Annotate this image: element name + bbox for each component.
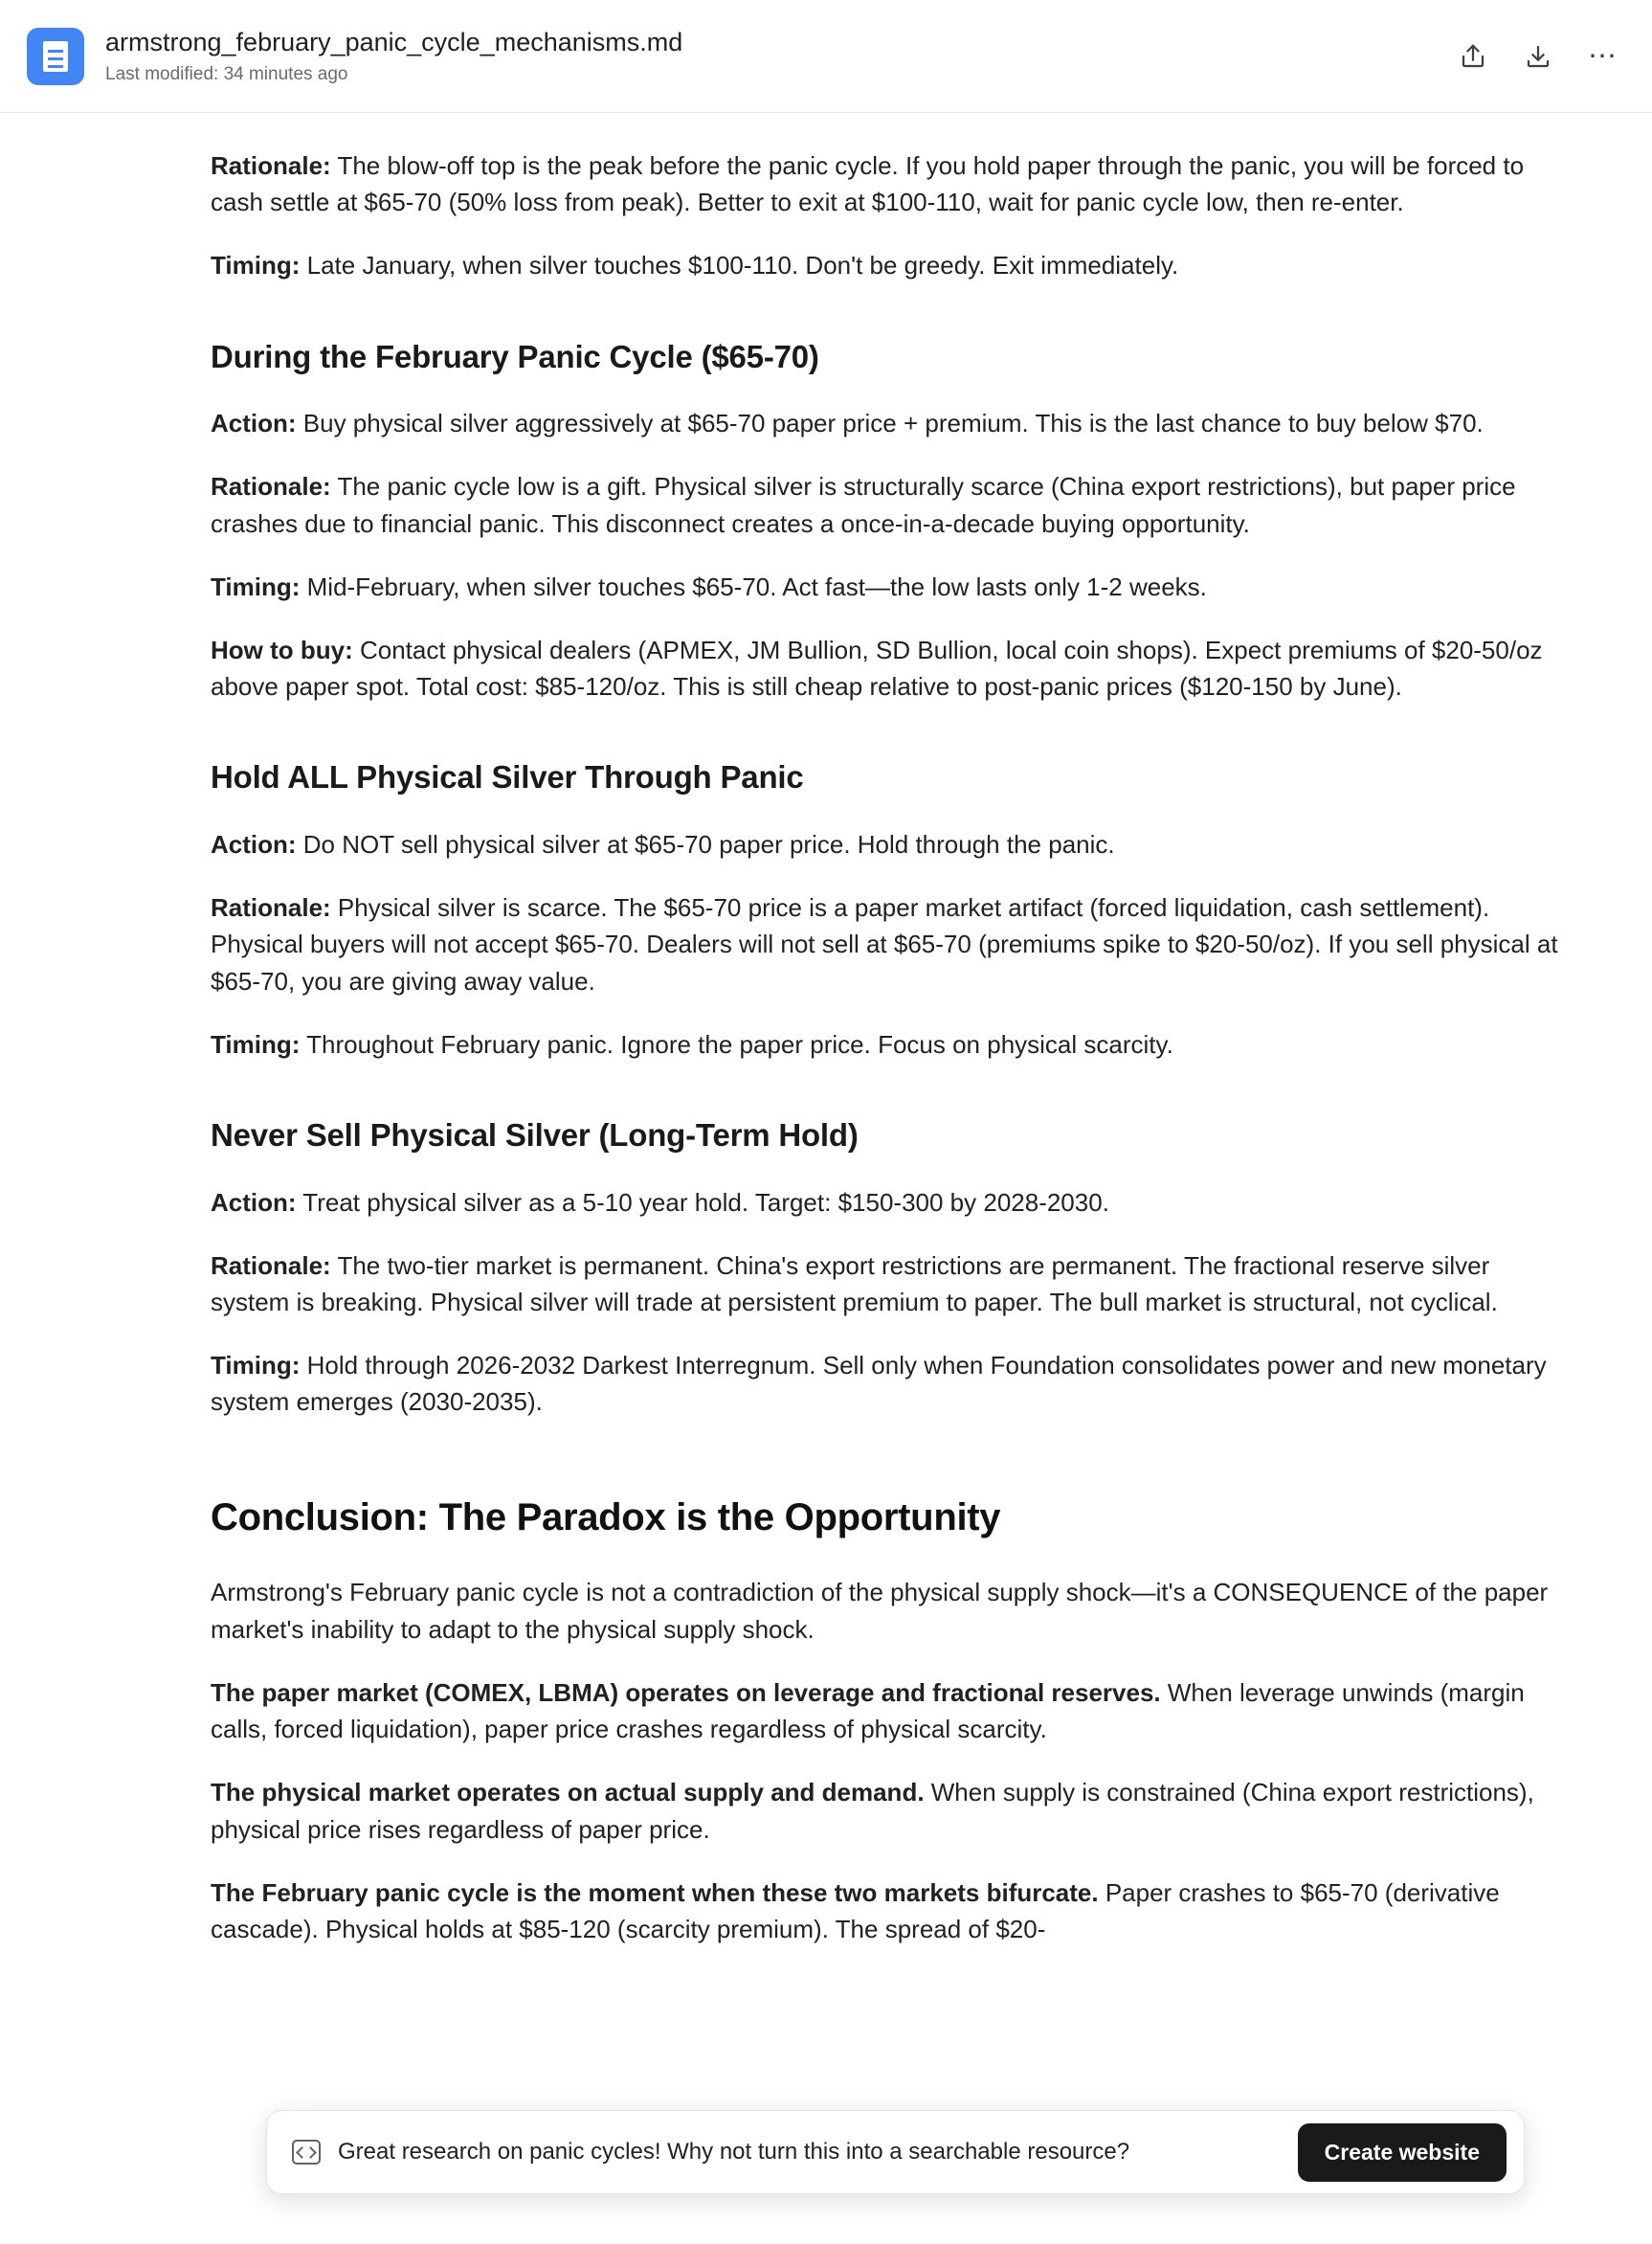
section-heading: Conclusion: The Paradox is the Opportunity (211, 1495, 1001, 1538)
file-title-group (105, 27, 1438, 84)
header-actions (1457, 40, 1619, 73)
paragraph-text: Do NOT sell physical silver at $65-70 paper price. Hold through the panic. (296, 829, 1115, 859)
paragraph (211, 632, 1560, 705)
document-icon (27, 28, 84, 85)
paragraph (211, 1026, 1560, 1063)
paragraph (211, 1247, 1560, 1320)
subsection-heading: Hold ALL Physical Silver Through Panic (211, 759, 804, 796)
create-website-toast (266, 2110, 1525, 2194)
paragraph (211, 468, 1560, 541)
paragraph (211, 1574, 1560, 1647)
paragraph (211, 1184, 1560, 1221)
toast-message: Great research on panic cycles! Why not turn this into a searchable resource? (338, 2139, 1130, 2165)
paragraph-lead: Action: (211, 409, 297, 438)
subsection-heading: During the February Panic Cycle ($65-70) (211, 338, 819, 374)
paragraph (211, 1347, 1560, 1420)
paragraph-lead: The physical market operates on actual supply and demand. (211, 1778, 925, 1807)
paragraph-text: The two-tier market is permanent. China's export restrictions are permanent. The fractional reserve silver system is breaking. Physical silver will trade at persistent premium to paper. The bull market is structural, not cyclical. (211, 1250, 1498, 1316)
paragraph-text: When supply is constrained (China export restrictions), physical price rises regardless of paper price. (211, 1778, 1534, 1844)
paragraph (211, 889, 1560, 999)
paragraph (211, 1674, 1560, 1747)
paragraph-lead: Rationale: (211, 151, 331, 180)
paragraph-text: When leverage unwinds (margin calls, forced liquidation), paper price crashes regardless of physical scarcity. (211, 1677, 1525, 1744)
paragraph-lead: Timing: (211, 251, 301, 280)
paragraph-lead: The February panic cycle is the moment when these two markets bifurcate. (211, 1877, 1099, 1907)
paragraph-text: Mid-February, when silver touches $65-70. Act fast—the low lasts only 1-2 weeks. (300, 572, 1207, 601)
subsection-heading: Never Sell Physical Silver (Long-Term Hold) (211, 1117, 859, 1154)
paragraph-lead: Timing: (211, 1351, 301, 1380)
paragraph-text: Late January, when silver touches $100-110. Don't be greedy. Exit immediately. (300, 251, 1179, 280)
paragraph (211, 1874, 1560, 1947)
paragraph-text: Buy physical silver aggressively at $65-70 paper price + premium. This is the last chance to buy below $70. (296, 409, 1484, 438)
paragraph (211, 1774, 1560, 1847)
paragraph-lead: How to buy: (211, 636, 353, 665)
paragraph-lead: Rationale: (211, 893, 331, 923)
paragraph-text: Throughout February panic. Ignore the paper price. Focus on physical scarcity. (300, 1029, 1173, 1059)
more-options-icon[interactable]: ⋯ (1588, 39, 1619, 72)
paragraph-text: The panic cycle low is a gift. Physical silver is structurally scarce (China export restrictions), but paper price crashes due to financial panic. This disconnect creates a once-in-a-decade buying opportunity. (211, 472, 1516, 538)
paragraph-lead: Action: (211, 829, 297, 859)
paragraph-text: Treat physical silver as a 5-10 year hold. Target: $150-300 by 2028-2030. (296, 1187, 1109, 1217)
paragraph-lead: Action: (211, 1187, 297, 1217)
paragraph-text: Armstrong's February panic cycle is not a contradiction of the physical supply shock—it's a CONSEQUENCE of the paper market's inability to adapt to the physical supply shock. (211, 1578, 1549, 1644)
download-icon[interactable] (1522, 40, 1554, 73)
paragraph-lead: Timing: (211, 1029, 301, 1059)
paragraph (211, 405, 1560, 441)
create-website-button[interactable]: Create website (1298, 2123, 1507, 2182)
paragraph-lead: Timing: (211, 572, 301, 601)
paragraph-text: Hold through 2026-2032 Darkest Interregnum. Sell only when Foundation consolidates power and new monetary system emerges (2030-2035). (211, 1351, 1547, 1417)
file-header (0, 0, 1652, 113)
paragraph-text: Physical silver is scarce. The $65-70 price is a paper market artifact (forced liquidation, cash settlement). Physical buyers will not accept $65-70. Dealers will not sell at $65-70 (premiums spike to $20-50/oz). If you sell physical at $65-70, you are giving away value. (211, 893, 1558, 996)
document-content (0, 113, 1652, 1947)
paragraph (211, 569, 1560, 605)
website-preview-icon (292, 2140, 321, 2165)
last-modified-label: Last modified: 34 minutes ago (105, 63, 348, 84)
paragraph-lead: Rationale: (211, 472, 331, 502)
paragraph (211, 147, 1560, 220)
paragraph-lead: Rationale: (211, 1250, 331, 1280)
paragraph (211, 247, 1560, 283)
paragraph-text: Paper crashes to $65-70 (derivative cascade). Physical holds at $85-120 (scarcity premium). The spread of $20- (211, 1877, 1500, 1943)
share-icon[interactable] (1457, 40, 1489, 73)
paragraph-text: The blow-off top is the peak before the panic cycle. If you hold paper through the panic, you will be forced to cash settle at $65-70 (50% loss from peak). Better to exit at $100-110, wait for panic cycle low, then re-enter. (211, 151, 1525, 217)
paragraph (211, 826, 1560, 863)
paragraph-text: Contact physical dealers (APMEX, JM Bullion, SD Bullion, local coin shops). Expect premiums of $20-50/oz above paper spot. Total cost: $85-120/oz. This is still cheap relative to post-panic prices ($120-150 by June). (211, 636, 1543, 702)
file-name: armstrong_february_panic_cycle_mechanisms.md (105, 28, 683, 57)
paragraph-lead: The paper market (COMEX, LBMA) operates on leverage and fractional reserves. (211, 1677, 1161, 1707)
